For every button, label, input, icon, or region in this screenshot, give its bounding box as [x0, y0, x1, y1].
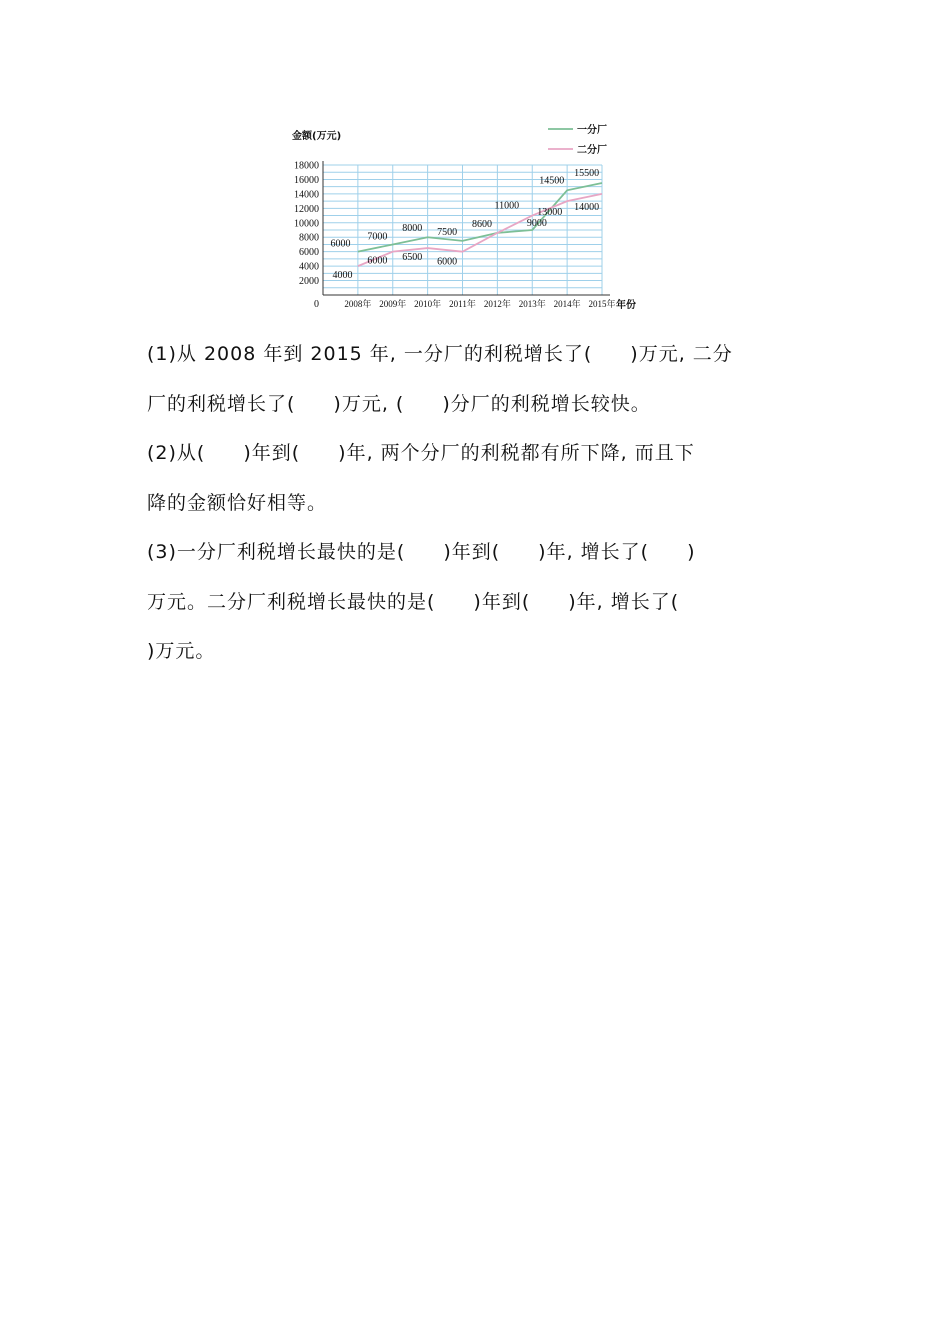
y-tick-label: 16000 — [294, 174, 319, 186]
q3-text-d: ) — [687, 541, 696, 563]
q1-text-c: 厂的利税增长了( — [147, 392, 296, 415]
q3-text-b: )年到( — [443, 541, 501, 563]
x-tick-label: 2011年 — [449, 299, 476, 309]
q1-text-d: )万元, ( — [333, 392, 405, 415]
question-2-line-2 — [147, 479, 787, 529]
x-tick-label: 2010年 — [414, 299, 442, 309]
q3-text-c: )年, 增长了( — [538, 541, 650, 563]
legend-label: 二分厂 — [577, 145, 607, 156]
question-1-line-1 — [147, 330, 787, 380]
y-tick-label: 10000 — [294, 218, 319, 230]
x-tick-label: 2008年 — [344, 299, 372, 309]
q1-text-b: )万元, 二分 — [630, 343, 733, 365]
q1-text-a: (1)从 2008 年到 2015 年, 一分厂的利税增长了( — [147, 343, 593, 365]
data-label: 4000 — [332, 270, 353, 282]
data-label: 7500 — [437, 226, 458, 238]
data-label: 11000 — [494, 200, 520, 212]
x-tick-label: 2015年 — [588, 299, 616, 309]
data-label: 6000 — [367, 255, 388, 267]
y-tick-label: 8000 — [299, 232, 319, 244]
q2-text-c: )年, 两个分厂的利税都有所下降, 而且下 — [338, 442, 695, 464]
q3-text-h: )万元。 — [147, 640, 216, 662]
origin-label: 0 — [314, 299, 319, 310]
q2-text-b: )年到( — [243, 442, 301, 464]
x-axis-title: 年份 — [616, 300, 636, 311]
question-3-line-3 — [147, 627, 787, 677]
data-label: 8600 — [471, 218, 492, 230]
q3-text-g: )年, 增长了( — [568, 590, 680, 613]
question-1-line-2 — [147, 380, 787, 430]
data-label: 14500 — [539, 175, 565, 187]
q2-text-d: 降的金额恰好相等。 — [147, 491, 328, 514]
data-label: 7000 — [367, 231, 388, 243]
legend-label: 一分厂 — [577, 125, 607, 136]
data-label: 14000 — [574, 201, 600, 213]
question-3-line-2 — [147, 578, 787, 628]
y-tick-label: 4000 — [299, 261, 319, 273]
x-tick-label: 2013年 — [518, 299, 546, 309]
q2-text-a: (2)从( — [147, 442, 206, 464]
question-list — [147, 330, 787, 677]
q3-text-f: )年到( — [473, 590, 531, 613]
data-label: 13000 — [537, 207, 563, 219]
q3-text-a: (3)一分厂利税增长最快的是( — [147, 541, 406, 563]
y-axis-title: 金额(万元) — [292, 131, 342, 142]
y-tick-label: 14000 — [294, 189, 319, 201]
chart-svg — [280, 115, 640, 320]
data-label: 8000 — [402, 223, 423, 235]
x-tick-label: 2009年 — [379, 299, 407, 309]
y-tick-label: 2000 — [299, 276, 319, 288]
x-tick-label: 2014年 — [553, 299, 581, 309]
line-chart — [280, 115, 640, 320]
x-tick-label: 2012年 — [483, 299, 511, 309]
data-label: 6000 — [437, 256, 458, 268]
data-label: 6000 — [330, 238, 351, 250]
y-tick-label: 6000 — [299, 247, 319, 259]
y-tick-label: 12000 — [294, 203, 319, 215]
question-2-line-1 — [147, 429, 787, 479]
q3-text-e: 万元。二分厂利税增长最快的是( — [147, 590, 436, 613]
q1-text-e: )分厂的利税增长较快。 — [442, 392, 651, 415]
y-tick-label: 18000 — [294, 160, 319, 172]
data-label: 6500 — [402, 252, 423, 264]
question-3-line-1 — [147, 528, 787, 578]
data-label: 15500 — [574, 168, 600, 180]
data-label: 9000 — [526, 218, 547, 229]
